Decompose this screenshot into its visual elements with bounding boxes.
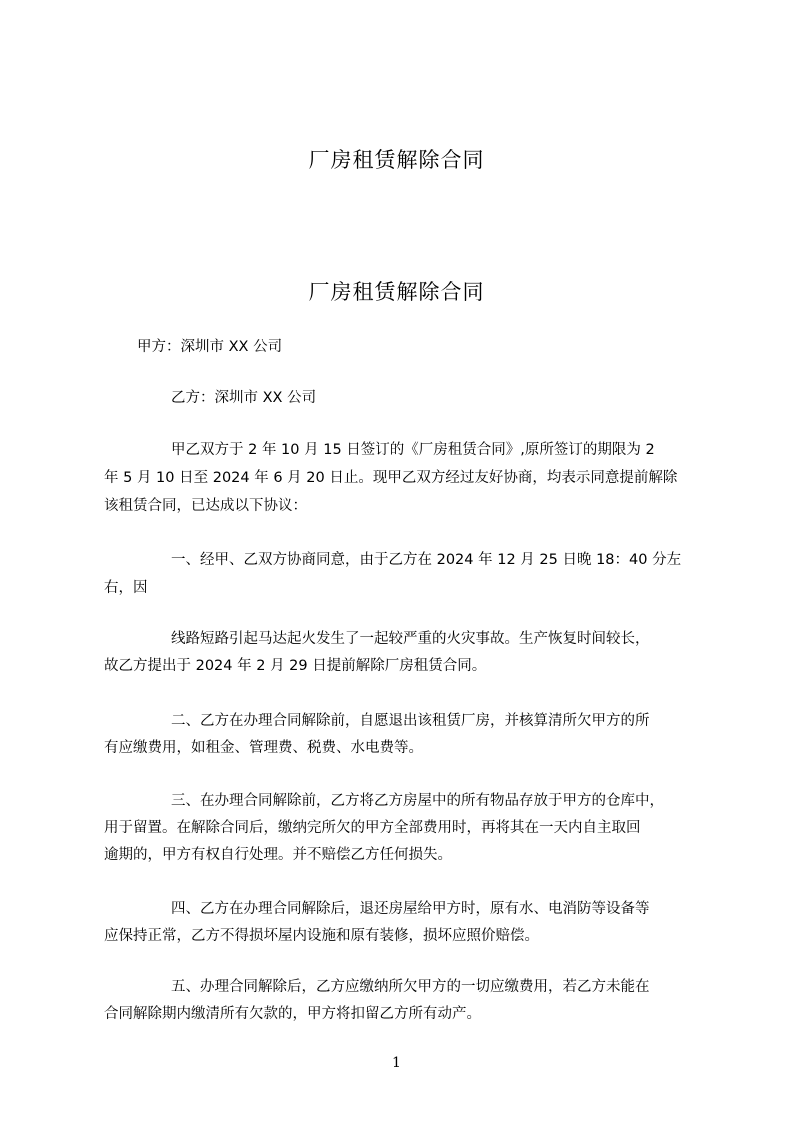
- intro-line-2: 年 5 月 10 日至 2024 年 6 月 20 日止。现甲乙双方经过友好协商，均表示同意提前解除: [104, 470, 678, 486]
- intro-line-3: 该租赁合同，已达成以下协议：: [104, 498, 307, 514]
- clause-1-line-2: 右，因: [104, 580, 148, 596]
- clause-5-line-1: 五、办理合同解除后，乙方应缴纳所欠甲方的一切应缴费用，若乙方未能在: [171, 979, 650, 995]
- clause-1-line-1: 一、经甲、乙双方协商同意，由于乙方在 2024 年 12 月 25 日晚 18：40 分左: [171, 552, 682, 568]
- party-b-line: 乙方：深圳市 XX 公司: [171, 390, 317, 406]
- clause-2-line-2: 有应缴费用，如租金、管理费、税费、水电费等。: [104, 740, 423, 756]
- clause-1-line-3: 线路短路引起马达起火发生了一起较严重的火灾事故。生产恢复时间较长，: [171, 631, 650, 647]
- clause-4-line-2: 应保持正常，乙方不得损坏屋内设施和原有装修，损坏应照价赔偿。: [104, 928, 539, 944]
- clause-3-line-3: 逾期的，甲方有权自行处理。并不赔偿乙方任何损失。: [104, 847, 452, 863]
- cover-title: 厂房租赁解除合同: [308, 148, 485, 172]
- clause-3-line-2: 用于留置。在解除合同后，缴纳完所欠的甲方全部费用时，再将其在一天内自主取回: [104, 820, 641, 836]
- page-title: 厂房租赁解除合同: [308, 280, 485, 304]
- clause-1-line-4: 故乙方提出于 2024 年 2 月 29 日提前解除厂房租赁合同。: [104, 658, 487, 674]
- clause-3-line-1: 三、在办理合同解除前，乙方将乙方房屋中的所有物品存放于甲方的仓库中，: [171, 793, 664, 809]
- clause-5-line-2: 合同解除期内缴清所有欠款的，甲方将扣留乙方所有动产。: [104, 1006, 481, 1022]
- clause-4-line-1: 四、乙方在办理合同解除后，退还房屋给甲方时，原有水、电消防等设备等: [171, 901, 650, 917]
- page-number: 1: [392, 1055, 401, 1071]
- clause-2-line-1: 二、乙方在办理合同解除前，自愿退出该租赁厂房，并核算清所欠甲方的所: [171, 713, 650, 729]
- intro-line-1: 甲乙双方于 2 年 10 月 15 日签订的《厂房租赁合同》,原所签订的期限为 2: [171, 442, 655, 458]
- party-a-line: 甲方：深圳市 XX 公司: [137, 339, 283, 355]
